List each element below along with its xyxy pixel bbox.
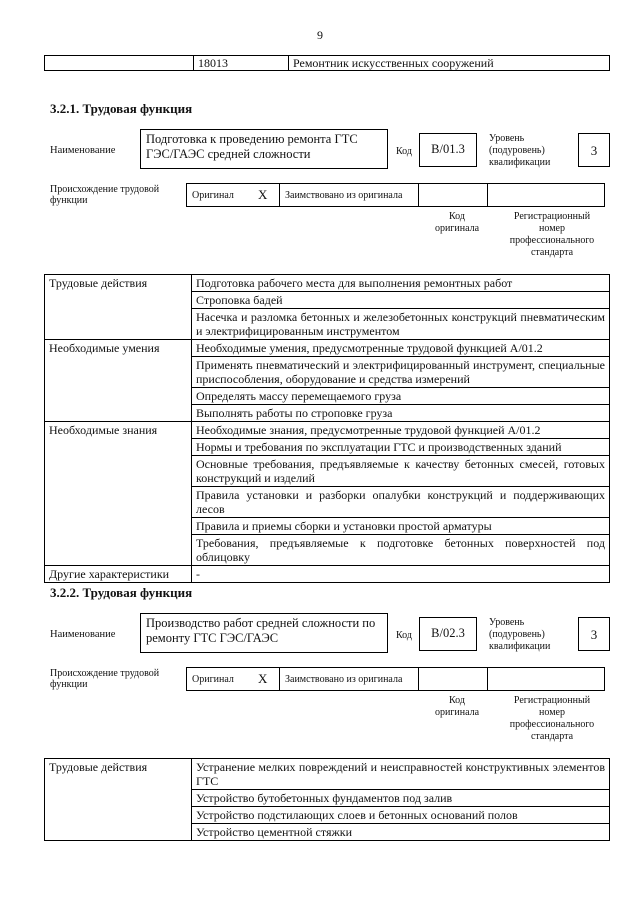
function-table-1	[44, 274, 610, 583]
origin-code-cell-2	[419, 668, 488, 691]
table-row: Применять пневматический и электрифицированный инструмент, специальные приспособления, оборудование и средства измерений	[192, 357, 610, 388]
table-row: Устройство цементной стяжки	[192, 824, 610, 841]
category-other-1: Другие характеристики	[45, 566, 192, 583]
borrowed-label-1: Заимствовано из оригинала	[280, 184, 419, 207]
table-row: Необходимые умения, предусмотренные трудовой функцией A/01.2	[192, 340, 610, 357]
table-row: Насечка и разломка бетонных и железобетонных конструкций пневматическим и электрифицированным инструментом	[192, 309, 610, 340]
origin-code-label-1: Код оригинала	[434, 211, 480, 234]
profession-code: 18013	[194, 56, 289, 71]
reg-number-label-2: Регистрационный номер профессионального стандарта	[509, 695, 595, 742]
section-title-2: 3.2.2. Трудовая функция	[50, 585, 193, 600]
function-name-1: Подготовка к проведению ремонта ГТС ГЭС/ГАЭС средней сложности	[140, 129, 388, 169]
page-number: 9	[317, 28, 323, 42]
table-row: Правила установки и разборки опалубки конструкций и поддерживающих лесов	[192, 487, 610, 518]
function-name-2: Производство работ средней сложности по ремонту ГТС ГЭС/ГАЭС	[140, 613, 388, 653]
function-level-1: 3	[578, 133, 610, 167]
origin-code-label-2: Код оригинала	[434, 695, 480, 718]
table-row: Необходимые знания, предусмотренные трудовой функцией A/01.2	[192, 422, 610, 439]
function-table-2	[44, 758, 610, 841]
table-row: Устройство бутобетонных фундаментов под залив	[192, 790, 610, 807]
origin-code-cell-1	[419, 184, 488, 207]
name-label-1: Наименование	[50, 145, 116, 156]
code-label-1: Код	[396, 146, 412, 157]
reg-number-cell-2	[488, 668, 605, 691]
table-row: Устранение мелких повреждений и неисправностей конструктивных элементов ГТС	[192, 759, 610, 790]
code-label-2: Код	[396, 630, 412, 641]
reg-number-cell-1	[488, 184, 605, 207]
table-row: -	[192, 566, 610, 583]
table-row: Правила и приемы сборки и установки простой арматуры	[192, 518, 610, 535]
origin-label-1: Происхождение трудовой функции	[50, 184, 160, 206]
table-row: Выполнять работы по строповке груза	[192, 405, 610, 422]
level-label-1: Уровень (подуровень) квалификации	[489, 133, 551, 168]
table-row: Подготовка рабочего места для выполнения ремонтных работ	[192, 275, 610, 292]
function-code-1: B/01.3	[419, 133, 477, 167]
origin-table-2	[186, 667, 605, 691]
function-level-2: 3	[578, 617, 610, 651]
table-row: Строповка бадей	[192, 292, 610, 309]
origin-label-2: Происхождение трудовой функции	[50, 668, 160, 690]
original-label-2: Оригинал	[187, 668, 254, 691]
table-row: Основные требования, предъявляемые к качеству бетонных смесей, готовых конструкций и изделий	[192, 456, 610, 487]
name-label-2: Наименование	[50, 629, 116, 640]
category-actions-2: Трудовые действия	[45, 759, 192, 841]
original-mark-1: X	[253, 184, 280, 207]
category-knowledge-1: Необходимые знания	[45, 422, 192, 566]
function-code-2: B/02.3	[419, 617, 477, 651]
level-label-2: Уровень (подуровень) квалификации	[489, 617, 551, 652]
reg-number-label-1: Регистрационный номер профессионального стандарта	[509, 211, 595, 258]
profession-name: Ремонтник искусственных сооружений	[289, 56, 610, 71]
table-row: Устройство подстилающих слоев и бетонных оснований полов	[192, 807, 610, 824]
borrowed-label-2: Заимствовано из оригинала	[280, 668, 419, 691]
table-row: Определять массу перемещаемого груза	[192, 388, 610, 405]
empty-cell	[45, 56, 194, 71]
origin-table-1	[186, 183, 605, 207]
table-row: Требования, предъявляемые к подготовке бетонных поверхностей под облицовку	[192, 535, 610, 566]
original-mark-2: X	[253, 668, 280, 691]
category-skills-1: Необходимые умения	[45, 340, 192, 422]
profession-header-table	[44, 55, 610, 71]
original-label-1: Оригинал	[187, 184, 254, 207]
table-row: Нормы и требования по эксплуатации ГТС и производственных зданий	[192, 439, 610, 456]
category-actions-1: Трудовые действия	[45, 275, 192, 340]
section-title-1: 3.2.1. Трудовая функция	[50, 101, 193, 116]
